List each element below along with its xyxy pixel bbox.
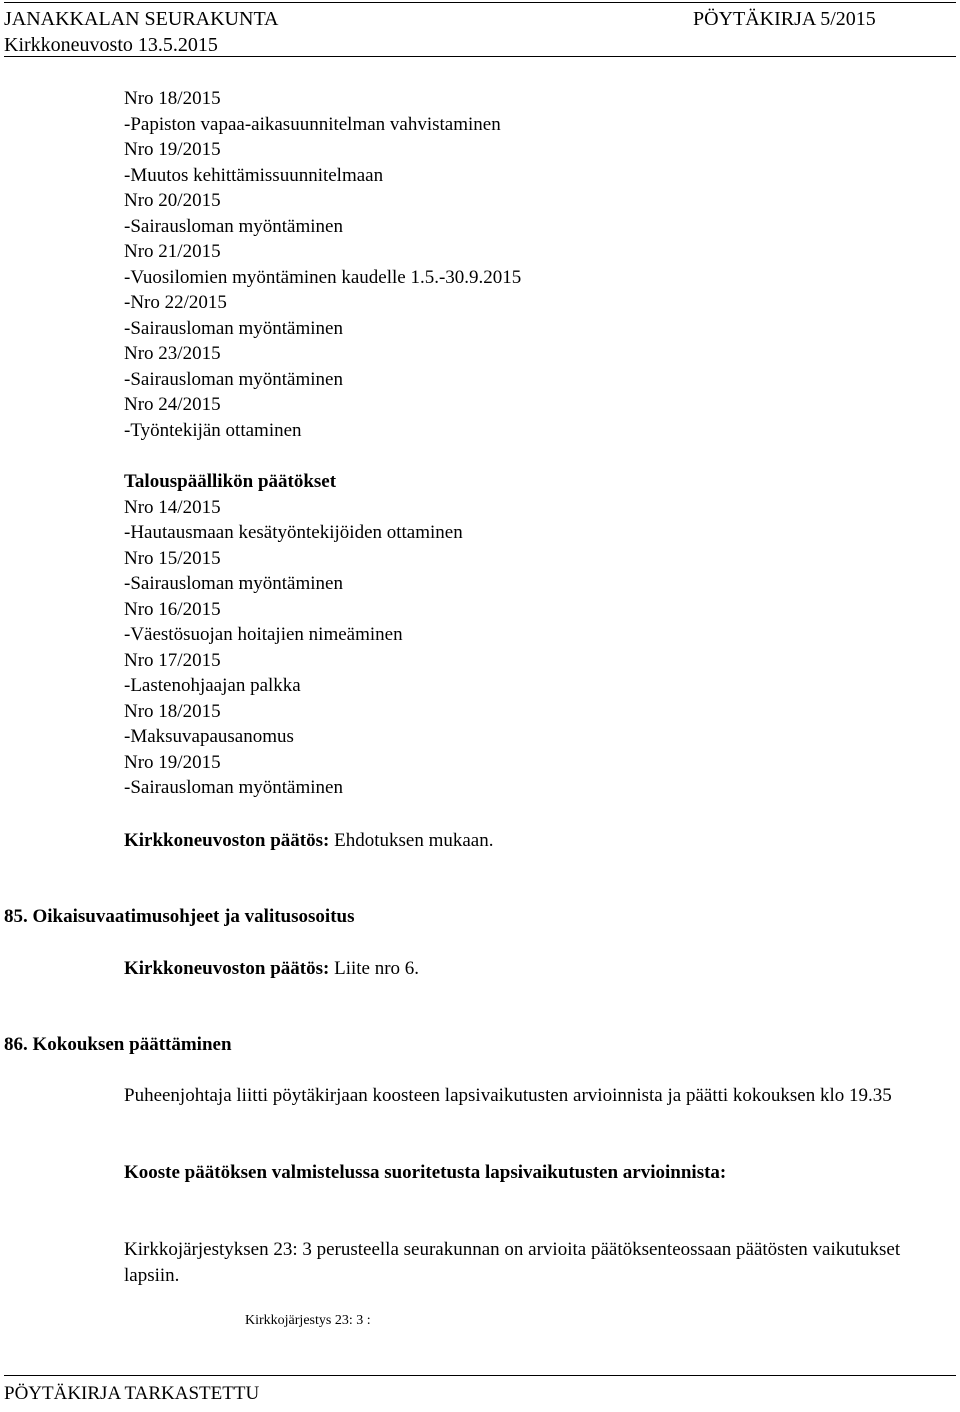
list-item: -Lastenohjaajan palkka — [124, 675, 301, 696]
section-86-heading: 86. Kokouksen päättäminen — [4, 1034, 232, 1055]
list-item: Nro 18/2015 — [124, 88, 221, 109]
list-item: -Sairausloman myöntäminen — [124, 216, 343, 237]
closing-paragraph: Puheenjohtaja liitti pöytäkirjaan koosteen lapsivaikutusten arvioinnista ja päätti kokouksen klo 19.35 — [124, 1085, 892, 1106]
list-item: -Sairausloman myöntäminen — [124, 318, 343, 339]
list-item: Nro 17/2015 — [124, 650, 221, 671]
organization-name: JANAKKALAN SEURAKUNTA — [4, 8, 279, 30]
document-number: PÖYTÄKIRJA 5/2015 — [693, 8, 876, 30]
list-item: Nro 19/2015 — [124, 139, 221, 160]
decision-text: Liite nro 6. — [329, 958, 420, 979]
list-item: -Sairausloman myöntäminen — [124, 369, 343, 390]
decision-text: Ehdotuksen mukaan. — [329, 830, 494, 851]
section-85-decision — [124, 958, 419, 980]
list-item: Nro 23/2015 — [124, 343, 221, 364]
list-item: -Muutos kehittämissuunnitelmaan — [124, 165, 384, 186]
list-item: -Nro 22/2015 — [124, 292, 227, 313]
church-order-reference: Kirkkojärjestys 23: 3 : — [245, 1313, 371, 1328]
list-item: -Työntekijän ottaminen — [124, 420, 302, 441]
list-item: Nro 18/2015 — [124, 701, 221, 722]
summary-heading: Kooste päätöksen valmistelussa suoritetusta lapsivaikutusten arvioinnista: — [124, 1162, 727, 1183]
list-item: Nro 19/2015 — [124, 752, 221, 773]
board-decision — [124, 830, 493, 852]
header-divider — [4, 56, 956, 57]
list-item: Nro 14/2015 — [124, 497, 221, 518]
list-item: Nro 24/2015 — [124, 394, 221, 415]
decision-label: Kirkkoneuvoston päätös: — [124, 830, 330, 851]
list-item: -Maksuvapausanomus — [124, 726, 294, 747]
list-item: Nro 15/2015 — [124, 548, 221, 569]
list-item: -Hautausmaan kesätyöntekijöiden ottaminen — [124, 522, 463, 543]
finance-decisions-heading: Talouspäällikön päätökset — [124, 471, 337, 492]
list-item: Nro 20/2015 — [124, 190, 221, 211]
footer-divider — [4, 1375, 956, 1376]
list-item: Nro 16/2015 — [124, 599, 221, 620]
header-divider-top — [4, 2, 956, 3]
list-item: -Sairausloman myöntäminen — [124, 777, 343, 798]
list-item: -Väestösuojan hoitajien nimeäminen — [124, 624, 403, 645]
decision-label: Kirkkoneuvoston päätös: — [124, 958, 330, 979]
list-item: -Vuosilomien myöntäminen kaudelle 1.5.-30.9.2015 — [124, 267, 522, 288]
section-85-heading: 85. Oikaisuvaatimusohjeet ja valitusosoitus — [4, 906, 355, 927]
meeting-info: Kirkkoneuvosto 13.5.2015 — [4, 34, 218, 56]
list-item: -Papiston vapaa-aikasuunnitelman vahvistaminen — [124, 114, 501, 135]
list-item: Nro 21/2015 — [124, 241, 221, 262]
footer-text: PÖYTÄKIRJA TARKASTETTU — [4, 1383, 260, 1404]
church-order-paragraph: Kirkkojärjestyksen 23: 3 perusteella seurakunnan on arvioita päätöksenteossaan päätösten vaikutukset lapsiin. — [124, 1239, 901, 1286]
list-item: -Sairausloman myöntäminen — [124, 573, 343, 594]
